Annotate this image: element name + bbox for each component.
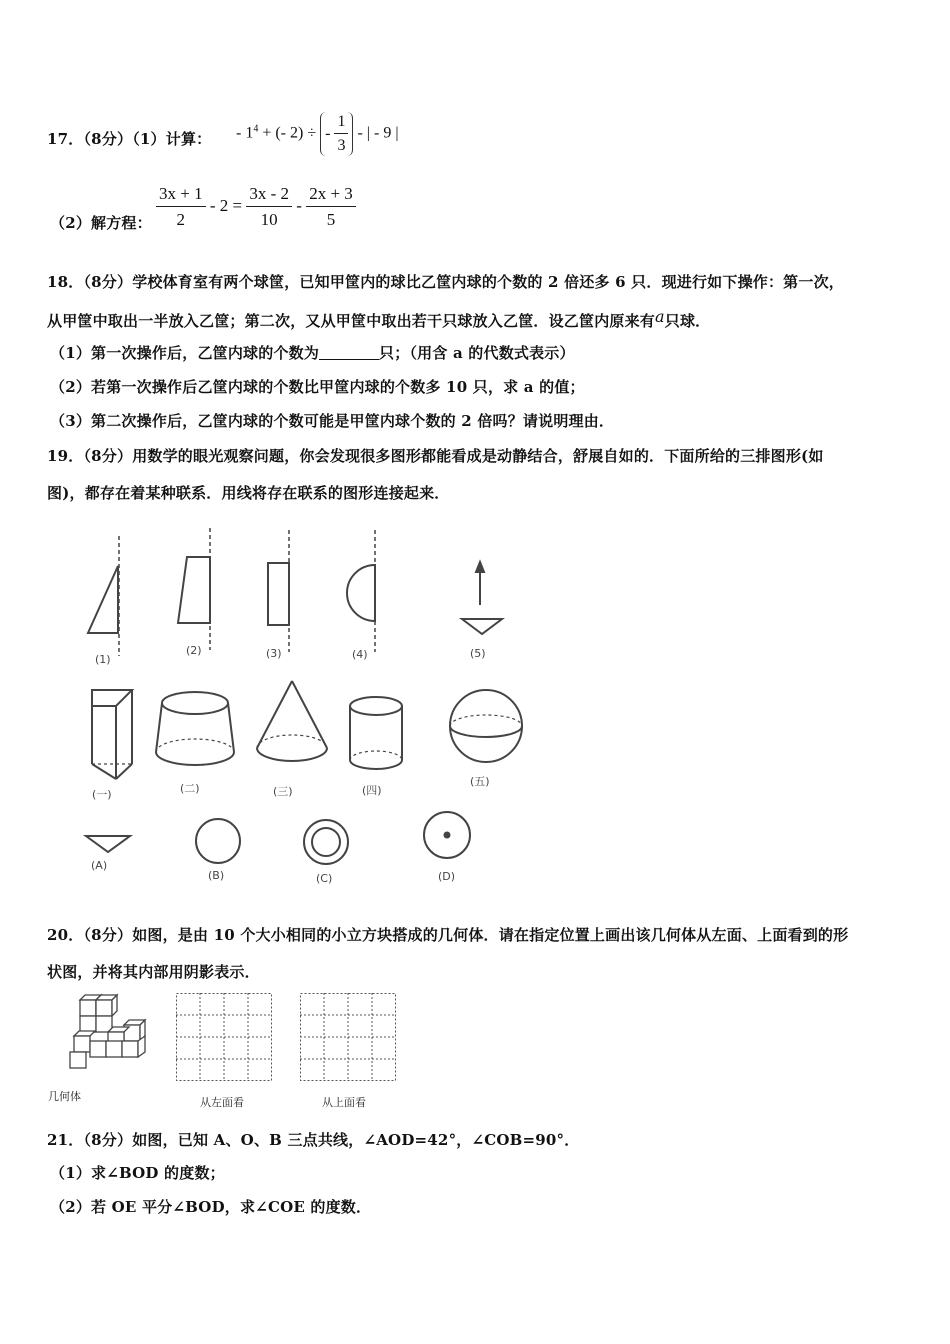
q17-fraction-denominator: 3 — [337, 137, 346, 155]
q19-row1-label-4: (4) — [352, 648, 368, 661]
q18-line1: 18．（8分）学校体育室有两个球筐，已知甲筐内的球比乙筐内球的个数的 2 倍还多 6 只．现进行如下操作：第一次， — [47, 273, 844, 291]
q17-part2-label: （2）解方程： — [50, 214, 152, 232]
q19-line1: 19．（8分）用数学的眼光观察问题，你会发现很多图形都能看成是动静结合，舒展自如的．下面所给的三排图形(如 — [47, 447, 824, 465]
q17-expr-term-d: - | - 9 | — [357, 124, 399, 142]
q17-eq-f1-num: 3x + 1 — [156, 184, 206, 207]
q19-row3-label-d: (D) — [438, 870, 456, 883]
q19-row1-label-2: (2) — [186, 644, 202, 657]
q17-expr-exponent: 4 — [253, 123, 259, 135]
q17-label: 17．（8分）（1）计算： — [47, 130, 212, 148]
q18-var-a: a — [655, 307, 665, 326]
q19-row2-label-1: (一) — [92, 788, 112, 801]
q19-row3-label-b: (B) — [208, 869, 225, 882]
q17-expr-term-a: - 1 — [236, 124, 254, 142]
q19-row1-label-3: (3) — [266, 647, 282, 660]
q17-eq-f2-den: 10 — [260, 210, 278, 229]
q19-row3-label-c: (C) — [316, 872, 333, 885]
q17-eq-f3-num: 2x + 3 — [306, 184, 356, 207]
q20-line1: 20．（8分）如图，是由 10 个大小相同的小立方块搭成的几何体．请在指定位置上画出该几何体从左面、上面看到的形 — [47, 926, 849, 944]
q17-expr-minus: - — [325, 125, 331, 142]
q20-grid-left-view[interactable] — [176, 993, 272, 1081]
q20-caption-solid: 几何体 — [48, 1090, 81, 1103]
q17-eq-op1: - 2 = — [209, 195, 243, 215]
q18-part1-text-a: （1）第一次操作后，乙筐内球的个数为 — [50, 344, 320, 362]
q21-part1: （1）求∠BOD 的度数； — [50, 1164, 225, 1182]
q18-line2-text-b: 只球． — [664, 312, 711, 330]
q18-part3: （3）第二次操作后，乙筐内球的个数可能是甲筐内球个数的 2 倍吗？请说明理由． — [50, 412, 615, 430]
q18-line2-text-a: 从甲筐中取出一半放入乙筐；第二次，又从甲筐中取出若干只球放入乙筐．设乙筐内原来有 — [47, 312, 656, 330]
q19-row2-label-5: (五) — [470, 775, 490, 788]
q19-row1-label-5: (5) — [470, 647, 486, 660]
q19-row1-label-1: (1) — [95, 653, 111, 666]
q20-grid-top-view[interactable] — [300, 993, 396, 1081]
q17-eq-f2-num: 3x - 2 — [246, 184, 292, 207]
q18-part1-text-b: 只；（用含 a 的代数式表示） — [379, 344, 575, 362]
q19-row2-label-4: (四) — [362, 784, 382, 797]
q19-row2-label-2: (二) — [180, 782, 200, 795]
q20-line2: 状图，并将其内部用阴影表示． — [47, 963, 260, 981]
q17-eq-op2: - — [296, 195, 302, 215]
q20-caption-left: 从左面看 — [200, 1096, 244, 1109]
q17-fraction-numerator: 1 — [334, 113, 348, 134]
q17-eq-f3-den: 5 — [326, 210, 336, 229]
q17-expr-term-b: + (- 2) ÷ — [262, 124, 317, 142]
q19-row2-label-3: (三) — [273, 785, 293, 798]
q21-part2: （2）若 OE 平分∠BOD，求∠COE 的度数． — [50, 1198, 372, 1216]
q21-line1: 21．（8分）如图，已知 A、O、B 三点共线，∠AOD=42°，∠COB=90°． — [47, 1131, 580, 1149]
q18-part2: （2）若第一次操作后乙筐内球的个数比甲筐内球的个数多 10 只，求 a 的值； — [50, 378, 585, 396]
q19-row3-label-a: (A) — [91, 859, 108, 872]
q17-eq-f1-den: 2 — [176, 210, 186, 229]
q19-line2: 图)，都存在着某种联系．用线将存在联系的图形连接起来． — [47, 484, 450, 502]
q20-caption-top: 从上面看 — [322, 1096, 366, 1109]
